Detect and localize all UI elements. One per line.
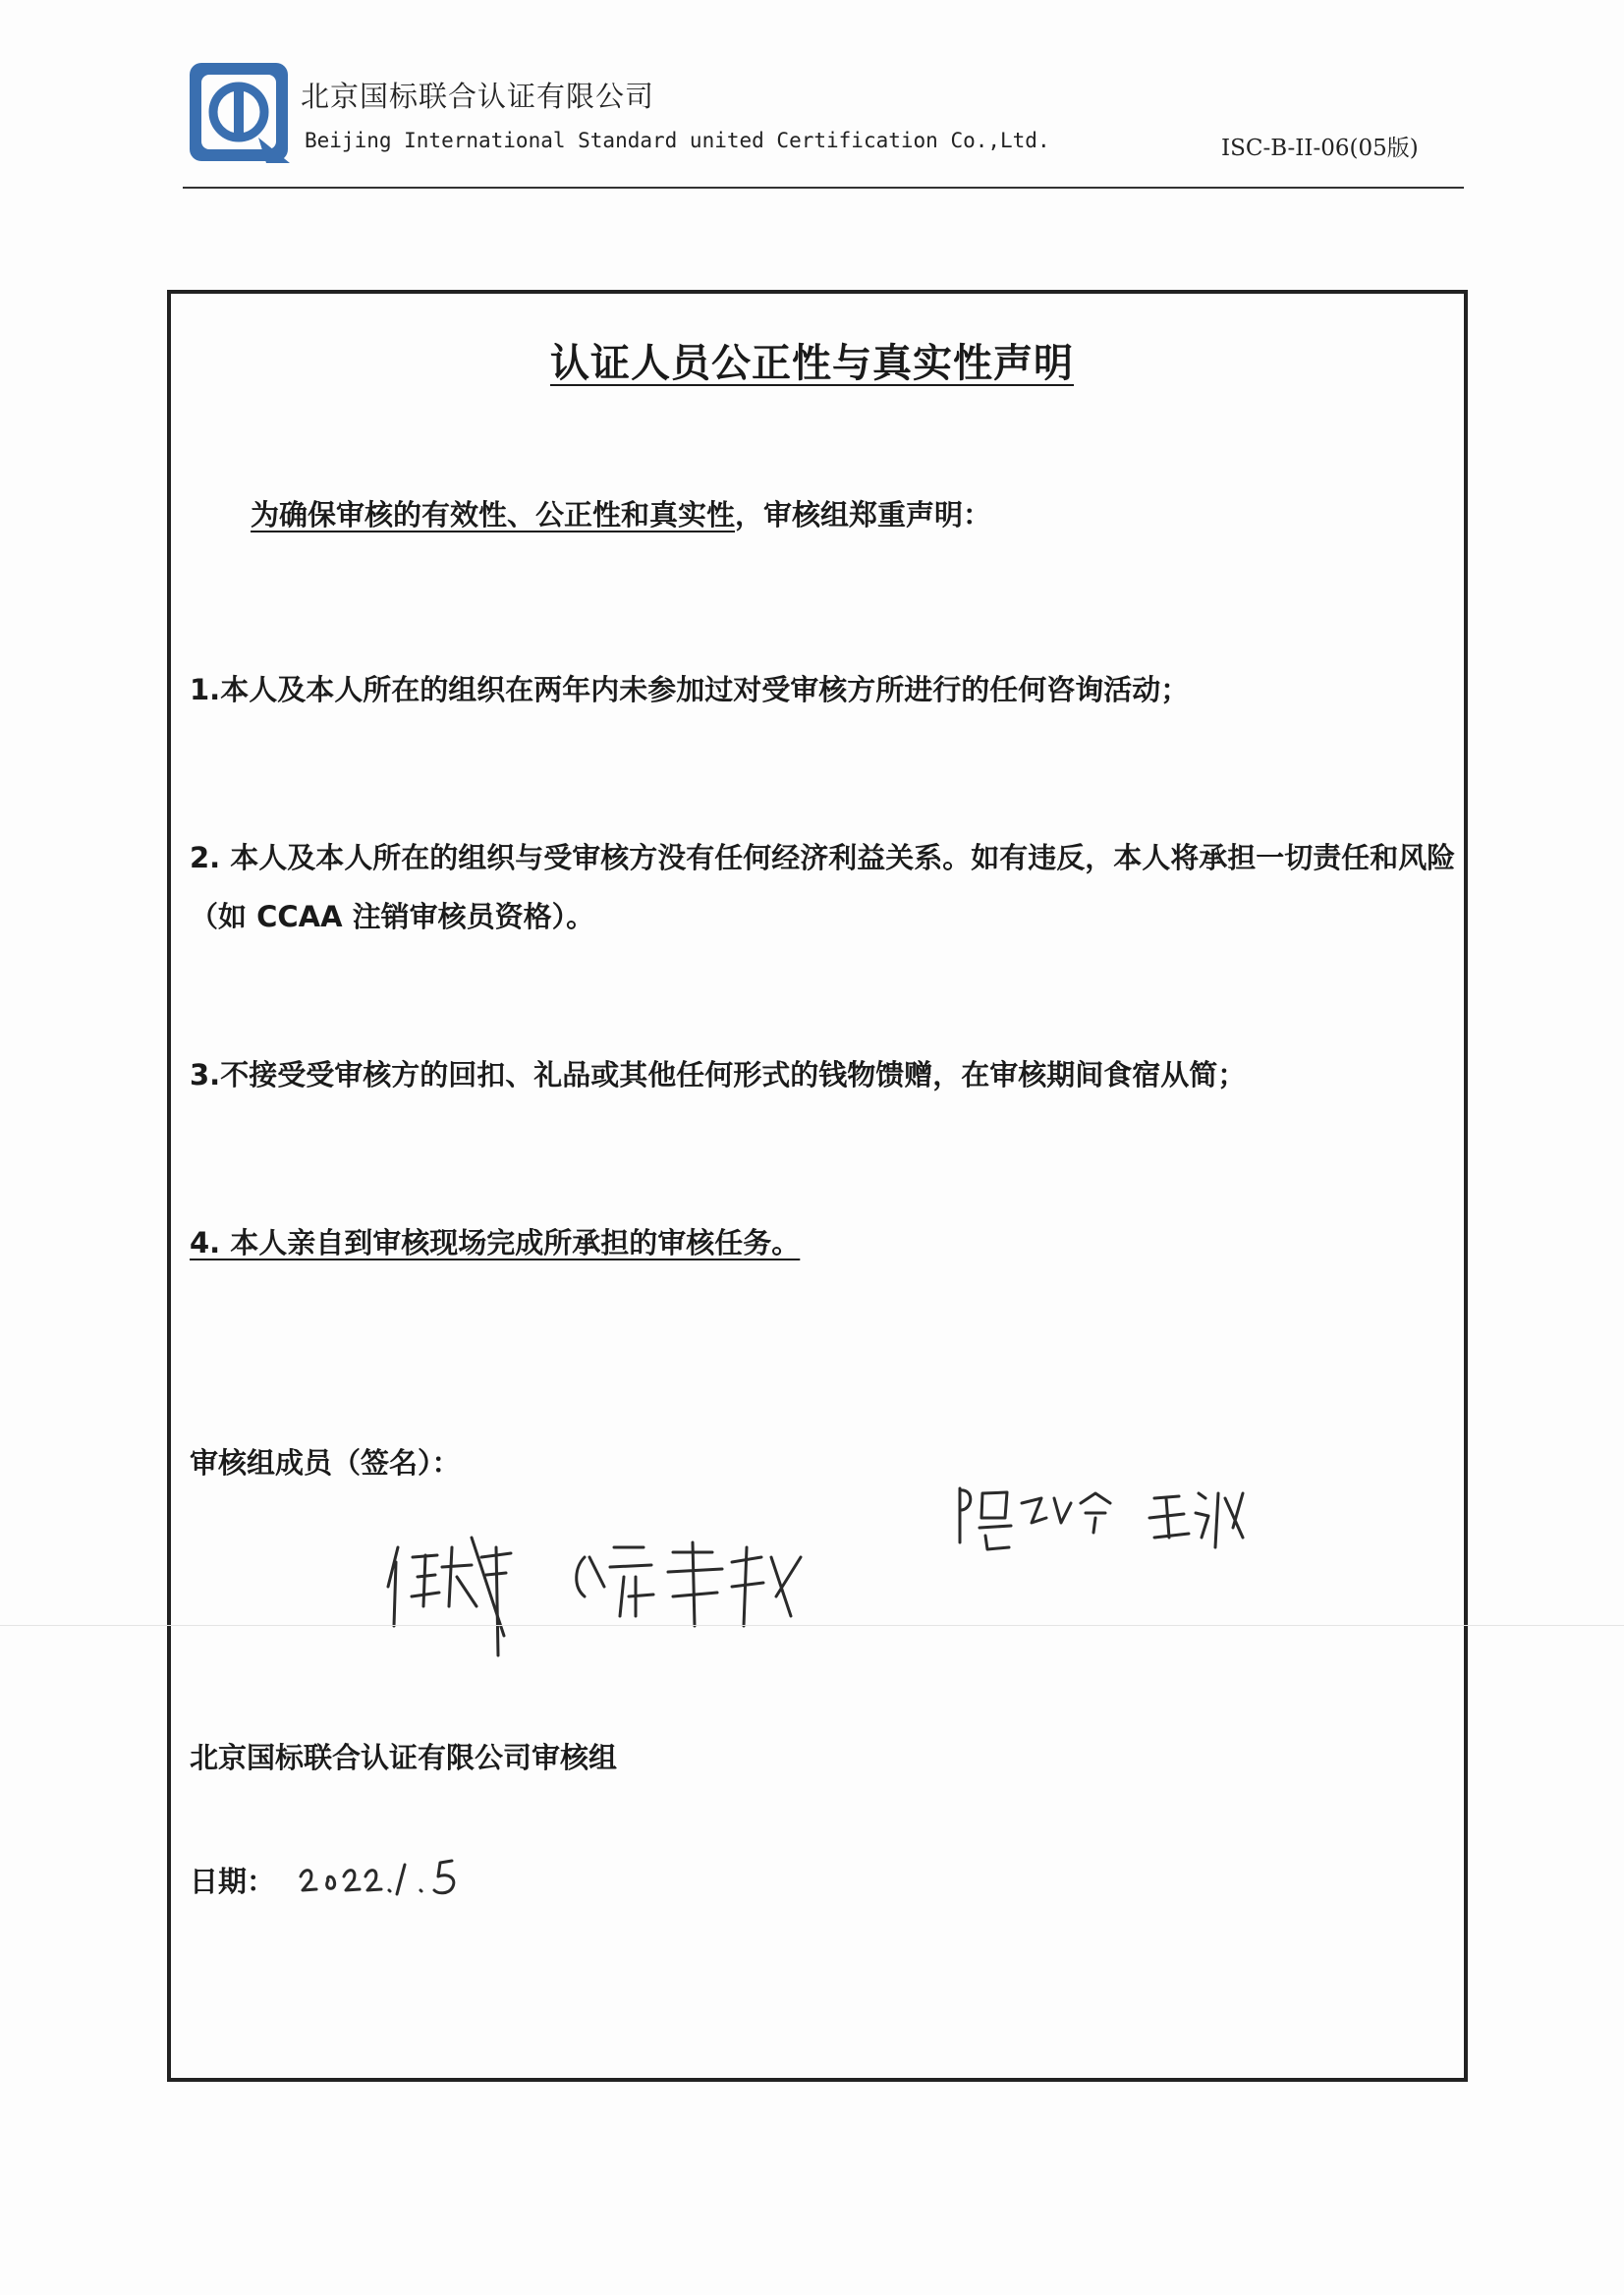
date-label: 日期： (190, 1865, 276, 1898)
declaration-item-1: 1.本人及本人所在的组织在两年内未参加过对受审核方所进行的任何咨询活动； (190, 673, 1190, 706)
company-logo-icon (188, 61, 296, 167)
audit-team-name: 北京国标联合认证有限公司审核组 (190, 1741, 618, 1774)
declaration-item-2: 2. 本人及本人所在的组织与受审核方没有任何经济利益关系。如有违反，本人将承担一切责任和风险（如 CCAA 注销审核员资格）。 (190, 841, 1456, 933)
header-divider (183, 187, 1464, 189)
document-title: 认证人员公正性与真实性声明 (550, 341, 1074, 386)
intro-rest: ，审核组郑重声明： (735, 498, 992, 532)
letterhead (0, 0, 1624, 196)
intro-statement (251, 493, 991, 533)
declaration-frame (167, 290, 1468, 2082)
intro-underlined: 为确保审核的有效性、公正性和真实性 (251, 498, 736, 532)
handwritten-signature-1 (378, 1518, 830, 1675)
company-name-en: Beijing International Standard united Certification Co.,Ltd. (305, 129, 1050, 152)
form-code: ISC-B-II-06(05版) (1221, 136, 1419, 161)
handwritten-signature-2 (948, 1469, 1262, 1577)
scan-artifact-line (0, 1625, 1624, 1626)
declaration-item-3: 3.不接受受审核方的回扣、礼品或其他任何形式的钱物馈赠，在审核期间食宿从简； (190, 1058, 1247, 1092)
signature-label: 审核组成员（签名）： (190, 1446, 461, 1480)
handwritten-date (295, 1847, 491, 1906)
declaration-item-4: 4. 本人亲自到审核现场完成所承担的审核任务。 (190, 1226, 801, 1259)
company-name-cn: 北京国标联合认证有限公司 (301, 80, 655, 113)
